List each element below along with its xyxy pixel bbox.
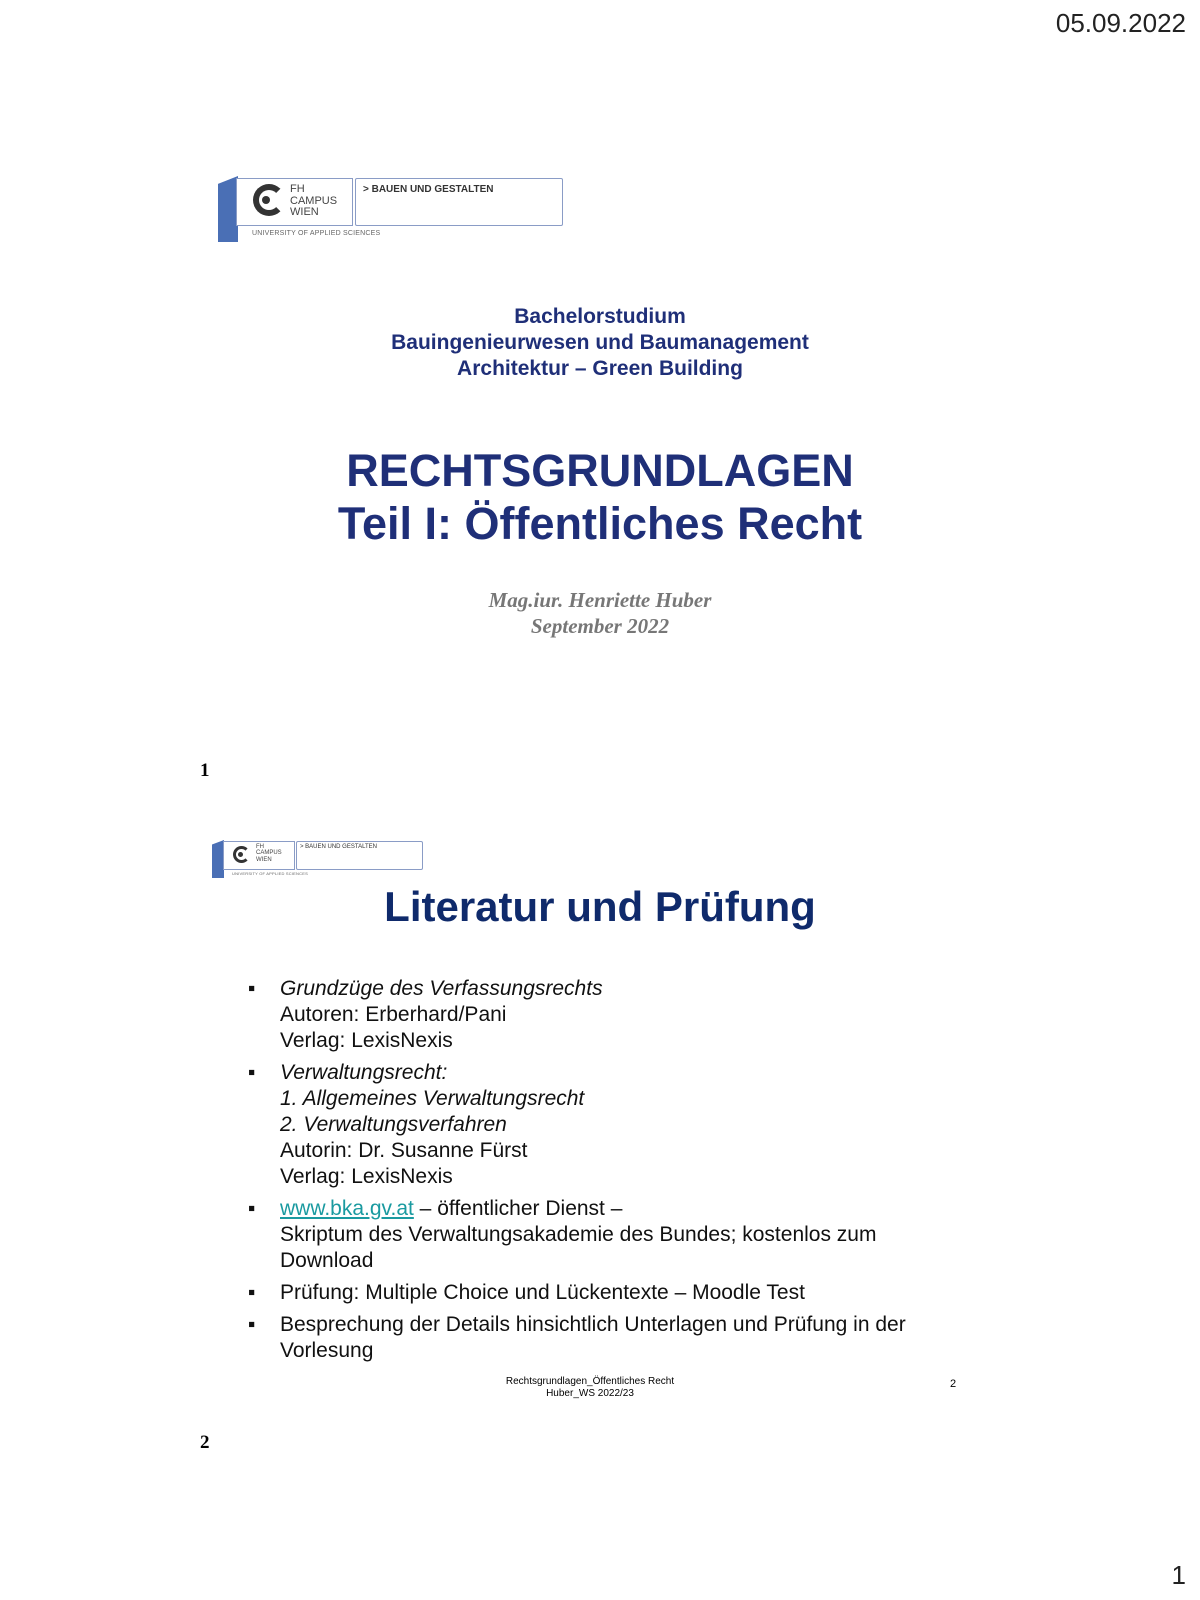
bullet-icon: ▪ bbox=[248, 977, 256, 1000]
fh-campus-logo bbox=[218, 176, 568, 246]
logo-blue-bar bbox=[218, 176, 238, 242]
list-item: ▪ Besprechung der Details hinsichtlich Unterlagen und Prüfung in der Vorlesung bbox=[248, 1313, 906, 1362]
slide1-title: RECHTSGRUNDLAGEN Teil I: Öffentliches Recht bbox=[337, 445, 863, 549]
slide1-subtitle: Bachelorstudium Bauingenieurwesen und Baumanagement Architektur – Green Building bbox=[391, 305, 809, 380]
bullet-icon: ▪ bbox=[248, 1061, 256, 1084]
bka-link[interactable]: www.bka.gv.at bbox=[280, 1197, 414, 1220]
logo-department: > BAUEN UND GESTALTEN bbox=[300, 844, 377, 850]
page-number: 1 bbox=[1171, 1560, 1186, 1590]
print-date: 05.09.2022 bbox=[1055, 8, 1186, 38]
list-item: ▪ Verwaltungsrecht: 1. Allgemeines Verwaltungsrecht 2. Verwaltungsverfahren Autorin: Dr. Susanne Fürst Verlag: LexisNexis bbox=[248, 1061, 585, 1188]
slide2-title: Literatur und Prüfung bbox=[384, 883, 816, 930]
list-item: ▪ Prüfung: Multiple Choice und Lückentexte – Moodle Test bbox=[248, 1281, 805, 1304]
list-item: ▪ Grundzüge des Verfassungsrechts Autoren: Erberhard/Pani Verlag: LexisNexis bbox=[248, 977, 603, 1052]
fh-campus-logo-small bbox=[212, 840, 427, 882]
slide1-author: Mag.iur. Henriette Huber September 2022 bbox=[488, 588, 712, 638]
bullet-icon: ▪ bbox=[248, 1313, 256, 1336]
campus-dot-icon bbox=[262, 196, 270, 204]
list-item: ▪ www.bka.gv.at – öffentlicher Dienst – Skriptum des Verwaltungsakademie des Bundes; kostenlos zum Download bbox=[248, 1197, 877, 1272]
logo-fh-text: FH CAMPUS WIEN bbox=[290, 183, 338, 219]
slide1-number: 1 bbox=[200, 760, 210, 781]
logo-fh-text: FH CAMPUS WIEN bbox=[256, 844, 282, 863]
slide2-footer: Rechtsgrundlagen_Öffentliches Recht Huber_WS 2022/23 bbox=[505, 1376, 675, 1399]
bullet-icon: ▪ bbox=[248, 1281, 256, 1304]
campus-dot-icon bbox=[238, 852, 243, 857]
slide2-number: 2 bbox=[200, 1432, 210, 1453]
slide2-footer-page: 2 bbox=[950, 1378, 957, 1390]
literature-list bbox=[248, 976, 948, 1370]
logo-subtitle: UNIVERSITY OF APPLIED SCIENCES bbox=[252, 230, 381, 237]
bullet-icon: ▪ bbox=[248, 1197, 256, 1220]
logo-department: > BAUEN UND GESTALTEN bbox=[363, 184, 494, 195]
logo-subtitle: UNIVERSITY OF APPLIED SCIENCES bbox=[232, 871, 308, 876]
